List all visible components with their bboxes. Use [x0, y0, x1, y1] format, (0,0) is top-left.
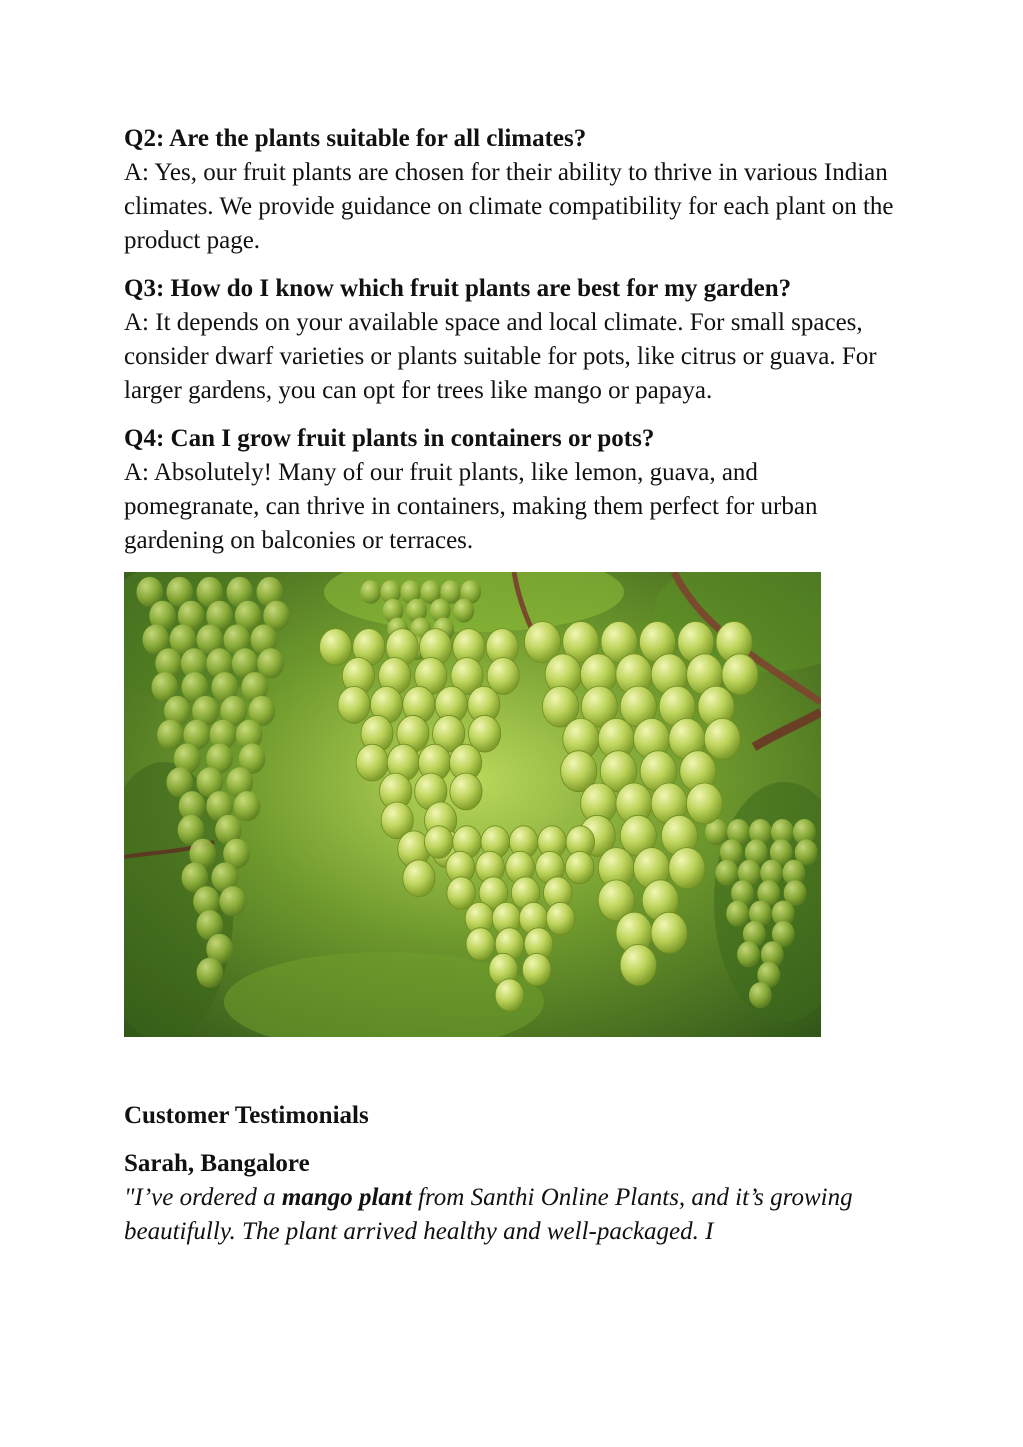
grape-berry — [320, 629, 352, 666]
grape-berry — [424, 826, 453, 858]
grape-berry — [453, 599, 474, 623]
faq-question-q2: Q2: Are the plants suitable for all climates? — [124, 125, 587, 152]
faq-answer-q4: A: Absolutely! Many of our fruit plants, like lemon, guava, and pomegranate, can thrive in containers, making them perfect for urban gardening on balconies or terraces. — [124, 459, 818, 554]
faq-answer-q3: A: It depends on your available space and local climate. For small spaces, consider dwarf varieties or plants suitable for pots, like citrus or guava. For larger gardens, you can opt for trees like mango or papaya. — [124, 309, 877, 404]
testimonials-title: Customer Testimonials — [124, 1102, 369, 1129]
grape-berry — [716, 860, 739, 886]
grape-berry — [651, 912, 687, 953]
testimonial-name: Sarah, Bangalore — [124, 1150, 310, 1177]
grape-berry — [257, 648, 284, 678]
grape-berry — [234, 791, 261, 821]
testimonial-quote — [124, 1181, 894, 1249]
document-page — [124, 122, 894, 1249]
grape-berry — [749, 982, 772, 1008]
grape-berry — [686, 783, 722, 824]
grapes-photo — [124, 572, 821, 1037]
grape-berry — [338, 686, 370, 723]
grape-berry — [620, 945, 656, 986]
faq-answer-q2: A: Yes, our fruit plants are chosen for their ability to thrive in various Indian climates. We provide guidance on climate compatibility for each plant on the product page. — [124, 159, 894, 254]
grape-berry — [197, 958, 224, 988]
grape-berry — [466, 928, 495, 960]
grape-berry — [737, 941, 760, 967]
grape-berry — [495, 979, 524, 1011]
grape-berry — [546, 902, 575, 934]
grape-berry — [447, 877, 476, 909]
faq-question-q4: Q4: Can I grow fruit plants in containers or pots? — [124, 425, 655, 452]
grape-berry — [157, 720, 184, 750]
quote-text-before: "I’ve ordered a — [124, 1184, 282, 1211]
grape-berry — [360, 580, 381, 604]
grape-berry — [450, 773, 482, 810]
grape-berry — [565, 851, 594, 883]
quote-text-after: from Santhi Online Plants, and it’s growing beautifully. The plant arrived healthy and well-packaged. I — [124, 1184, 853, 1245]
grape-berry — [669, 848, 705, 889]
quote-highlight: mango plant — [281, 1184, 412, 1211]
grape-berry — [356, 744, 388, 781]
grape-berry — [403, 860, 435, 897]
faq-question-q3: Q3: How do I know which fruit plants are best for my garden? — [124, 275, 792, 302]
grape-berry — [726, 901, 749, 927]
grape-berry — [704, 718, 740, 759]
grape-berry — [219, 886, 246, 916]
grape-berry — [522, 953, 551, 985]
grape-berry — [722, 654, 758, 695]
